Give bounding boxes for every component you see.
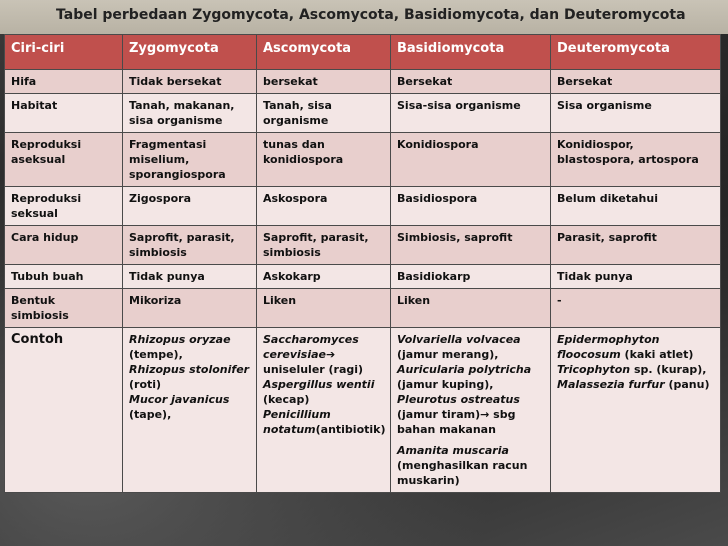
cell: - bbox=[551, 289, 721, 328]
feature-cell: Hifa bbox=[5, 70, 123, 94]
feature-cell: Bentuk simbiosis bbox=[5, 289, 123, 328]
cell: Askospora bbox=[257, 187, 391, 226]
feature-cell: Cara hidup bbox=[5, 226, 123, 265]
row-cara-hidup bbox=[5, 226, 721, 265]
cell: Liken bbox=[391, 289, 551, 328]
species: Amanita muscaria bbox=[397, 444, 509, 457]
feature-cell: Tubuh buah bbox=[5, 265, 123, 289]
cell: Sisa-sisa organisme bbox=[391, 94, 551, 133]
species: Epidermophyton floocosum bbox=[557, 333, 660, 361]
cell: Askokarp bbox=[257, 265, 391, 289]
feature-cell: Reproduksi aseksual bbox=[5, 133, 123, 187]
species: Penicillium notatum bbox=[263, 408, 331, 436]
feature-cell: Reproduksi seksual bbox=[5, 187, 123, 226]
cell: Fragmentasi miselium, sporangiospora bbox=[123, 133, 257, 187]
cell: Bersekat bbox=[391, 70, 551, 94]
species-note: (tempe), bbox=[129, 348, 183, 361]
cell: Simbiosis, saprofit bbox=[391, 226, 551, 265]
header-row bbox=[5, 35, 721, 70]
species: Saccharomyces cerevisiae bbox=[263, 333, 359, 361]
species: Tricophyton bbox=[557, 363, 631, 376]
row-reproduksi-seksual bbox=[5, 187, 721, 226]
species-note: (kecap) bbox=[263, 393, 310, 406]
species-note: (kaki atlet) bbox=[624, 348, 694, 361]
species-note: (menghasilkan racun muskarin) bbox=[397, 459, 528, 487]
cell: Saprofit, parasit, simbiosis bbox=[257, 226, 391, 265]
row-bentuk-simbiosis bbox=[5, 289, 721, 328]
cell: Konidiospora bbox=[391, 133, 551, 187]
species-note: (antibiotik) bbox=[315, 423, 386, 436]
header-ascomycota: Ascomycota bbox=[257, 35, 391, 70]
species-note: (jamur tiram)→ sbg bahan makanan bbox=[397, 408, 516, 436]
species-note: uniseluler (ragi) bbox=[263, 363, 364, 376]
cell bbox=[123, 328, 257, 493]
species: Auricularia polytricha bbox=[397, 363, 532, 376]
species: Mucor javanicus bbox=[129, 393, 230, 406]
comparison-table bbox=[4, 34, 721, 493]
cell: tunas dan konidiospora bbox=[257, 133, 391, 187]
row-habitat bbox=[5, 94, 721, 133]
species: Rhizopus stolonifer bbox=[129, 363, 250, 376]
species-note: (roti) bbox=[129, 378, 162, 391]
row-hifa bbox=[5, 70, 721, 94]
cell: Tanah, sisa organisme bbox=[257, 94, 391, 133]
cell: Parasit, saprofit bbox=[551, 226, 721, 265]
cell: Konidiospor, blastospora, artospora bbox=[551, 133, 721, 187]
cell: Saprofit, parasit, simbiosis bbox=[123, 226, 257, 265]
cell: Zigospora bbox=[123, 187, 257, 226]
cell: Bersekat bbox=[551, 70, 721, 94]
cell: bersekat bbox=[257, 70, 391, 94]
cell: Belum diketahui bbox=[551, 187, 721, 226]
row-reproduksi-aseksual bbox=[5, 133, 721, 187]
cell: Liken bbox=[257, 289, 391, 328]
feature-cell: Contoh bbox=[5, 328, 123, 493]
cell: Basidiokarp bbox=[391, 265, 551, 289]
cell: Tidak bersekat bbox=[123, 70, 257, 94]
feature-cell: Habitat bbox=[5, 94, 123, 133]
cell: Tidak punya bbox=[551, 265, 721, 289]
row-tubuh-buah bbox=[5, 265, 721, 289]
cell: Basidiospora bbox=[391, 187, 551, 226]
arrow-icon: ➔ bbox=[326, 348, 336, 361]
species: Volvariella volvacea bbox=[397, 333, 521, 346]
header-basidiomycota: Basidiomycota bbox=[391, 35, 551, 70]
species-note: (panu) bbox=[668, 378, 710, 391]
row-contoh bbox=[5, 328, 721, 493]
species-note: (jamur kuping), bbox=[397, 378, 494, 391]
header-zygomycota: Zygomycota bbox=[123, 35, 257, 70]
cell: Mikoriza bbox=[123, 289, 257, 328]
species-note: (tape), bbox=[129, 408, 172, 421]
cell bbox=[391, 328, 551, 493]
slide-title: Tabel perbedaan Zygomycota, Ascomycota, Basidiomycota, dan Deuteromycota bbox=[0, 0, 728, 34]
species-note: sp. (kurap), bbox=[633, 363, 707, 376]
cell: Tanah, makanan, sisa organisme bbox=[123, 94, 257, 133]
cell bbox=[257, 328, 391, 493]
header-deuteromycota: Deuteromycota bbox=[551, 35, 721, 70]
cell: Tidak punya bbox=[123, 265, 257, 289]
species: Malassezia furfur bbox=[557, 378, 665, 391]
species: Aspergillus wentii bbox=[263, 378, 375, 391]
species-note: (jamur merang), bbox=[397, 348, 499, 361]
species: Rhizopus oryzae bbox=[129, 333, 231, 346]
header-feature: Ciri-ciri bbox=[5, 35, 123, 70]
cell bbox=[551, 328, 721, 493]
cell: Sisa organisme bbox=[551, 94, 721, 133]
species: Pleurotus ostreatus bbox=[397, 393, 520, 406]
